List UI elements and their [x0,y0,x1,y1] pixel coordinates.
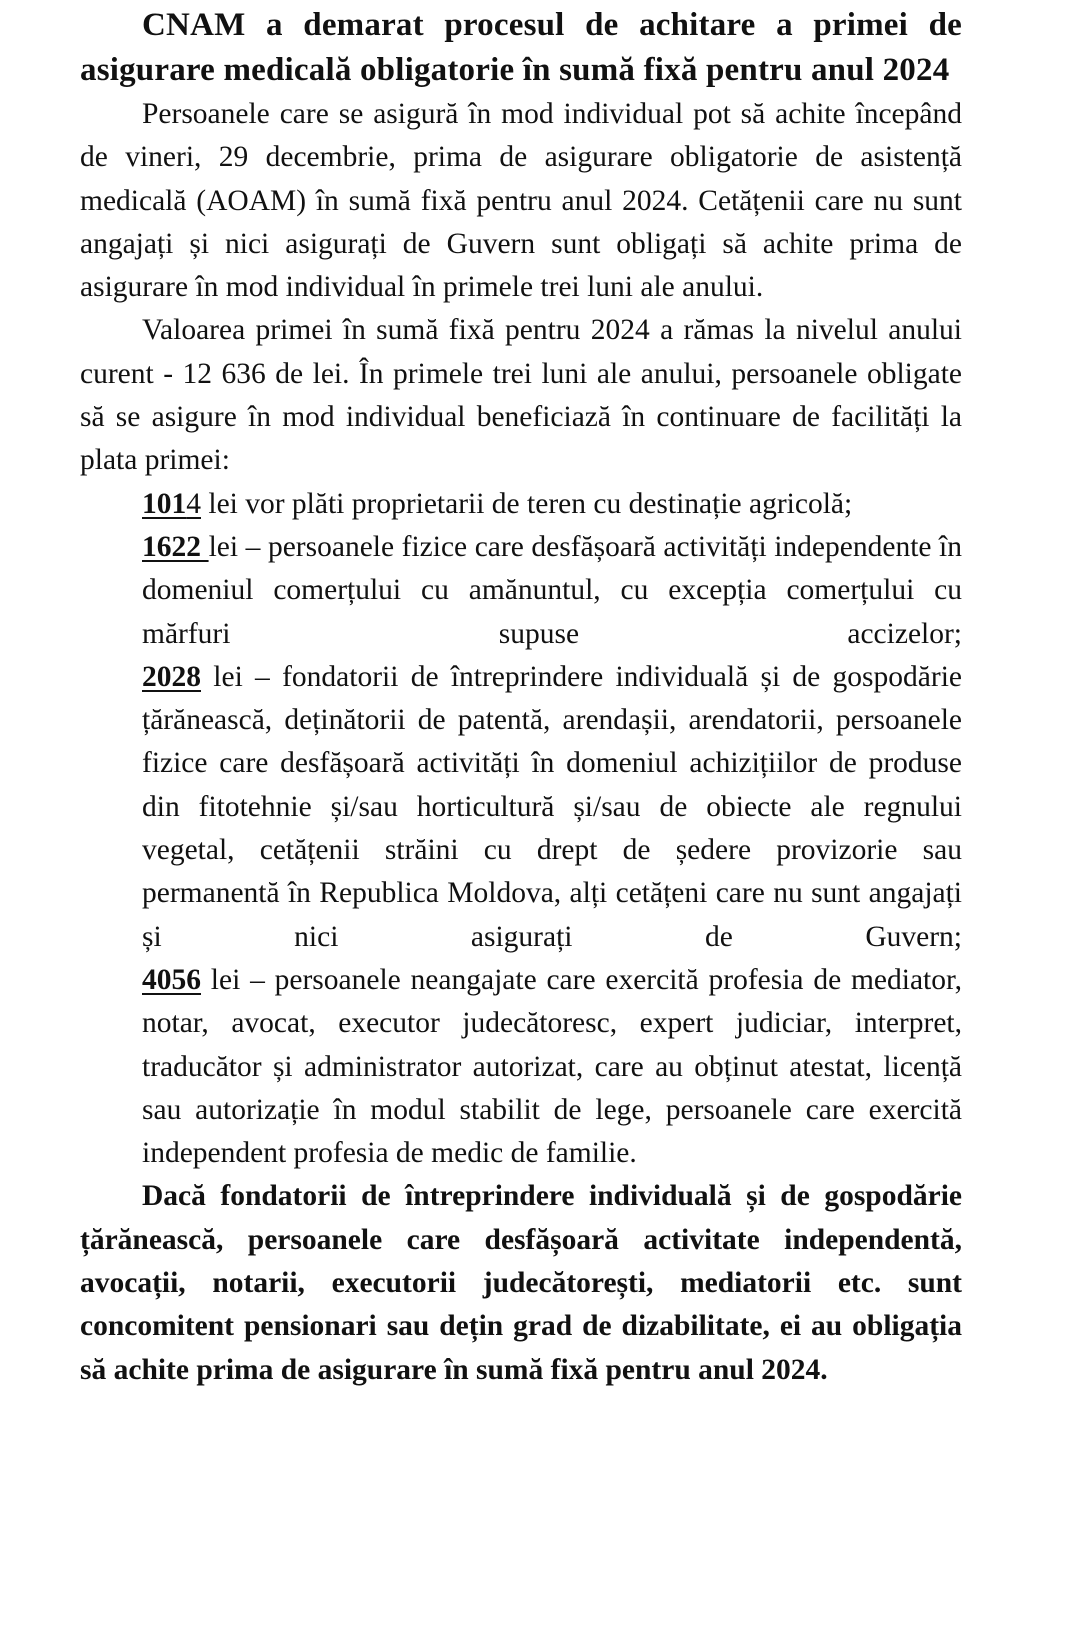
document-page [0,3,1080,1392]
facility-amount: 2028 [142,660,201,693]
premium-value-paragraph: Valoarea primei în sumă fixă pentru 2024 a rămas la nivelul anului curent - 12 636 de lei. În primele trei luni ale anului, persoanele obligate să se asigure în mod individual beneficiază în continuare de facilități la plata primei: [80,314,962,477]
facility-amount: 1014 [142,487,201,520]
facilities-list [80,483,962,1176]
facility-amount: 4056 [142,963,201,996]
facility-item [142,526,962,656]
facility-amount: 1622 [142,530,201,563]
facility-item [142,656,962,959]
facility-description: lei – persoanele fizice care desfășoară activități independente în domeniul comerțului cu amănuntul, cu excepția comerțului cu mărfuri supuse accizelor; [142,530,962,650]
facility-description: lei – persoanele neangajate care exercită profesia de mediator, notar, avocat, executor judecătoresc, expert judiciar, interpret, traducător și administrator autorizat, care au obținut atestat, licență sau autorizație în modul stabilit de lege, persoanele care exercită independent profesia de medic de familie. [142,963,962,1170]
facility-item [142,483,962,526]
final-paragraph: Dacă fondatorii de întreprindere individuală și de gospodărie țărănească, persoanele care desfășoară activitate independentă, avocații, notarii, executorii judecătorești, mediatorii etc. sunt concomitent pensionari sau dețin grad de dizabilitate, ei au obligația să achite prima de asigurare în sumă fixă pentru anul 2024. [80,1180,962,1386]
intro-paragraph: Persoanele care se asigură în mod individual pot să achite începând de vineri, 29 decembrie, prima de asigurare obligatorie de asistență medicală (AOAM) în sumă fixă pentru anul 2024. Cetățenii care nu sunt angajați și nici asigurați de Guvern sunt obligați să achite prima de asigurare în mod individual în primele trei luni ale anului. [80,98,962,304]
document-title: CNAM a demarat procesul de achitare a primei de asigurare medicală obligatorie în sumă fixă pentru anul 2024 [80,7,962,88]
facility-item [142,959,962,1175]
facility-description: lei – fondatorii de întreprindere individuală și de gospodărie țărănească, deținătorii de patentă, arendașii, arendatorii, persoanele fizice care desfășoară activități în domeniul achizițiilor de produse din fitotehnie și/sau horticultură și/sau de obiecte ale regnului vegetal, cetățenii străini cu drept de ședere provizorie sau permanentă în Republica Moldova, alți cetățeni care nu sunt angajați și nici asigurați de Guvern; [142,660,962,953]
facility-description: lei vor plăti proprietarii de teren cu destinație agricolă; [201,487,853,520]
